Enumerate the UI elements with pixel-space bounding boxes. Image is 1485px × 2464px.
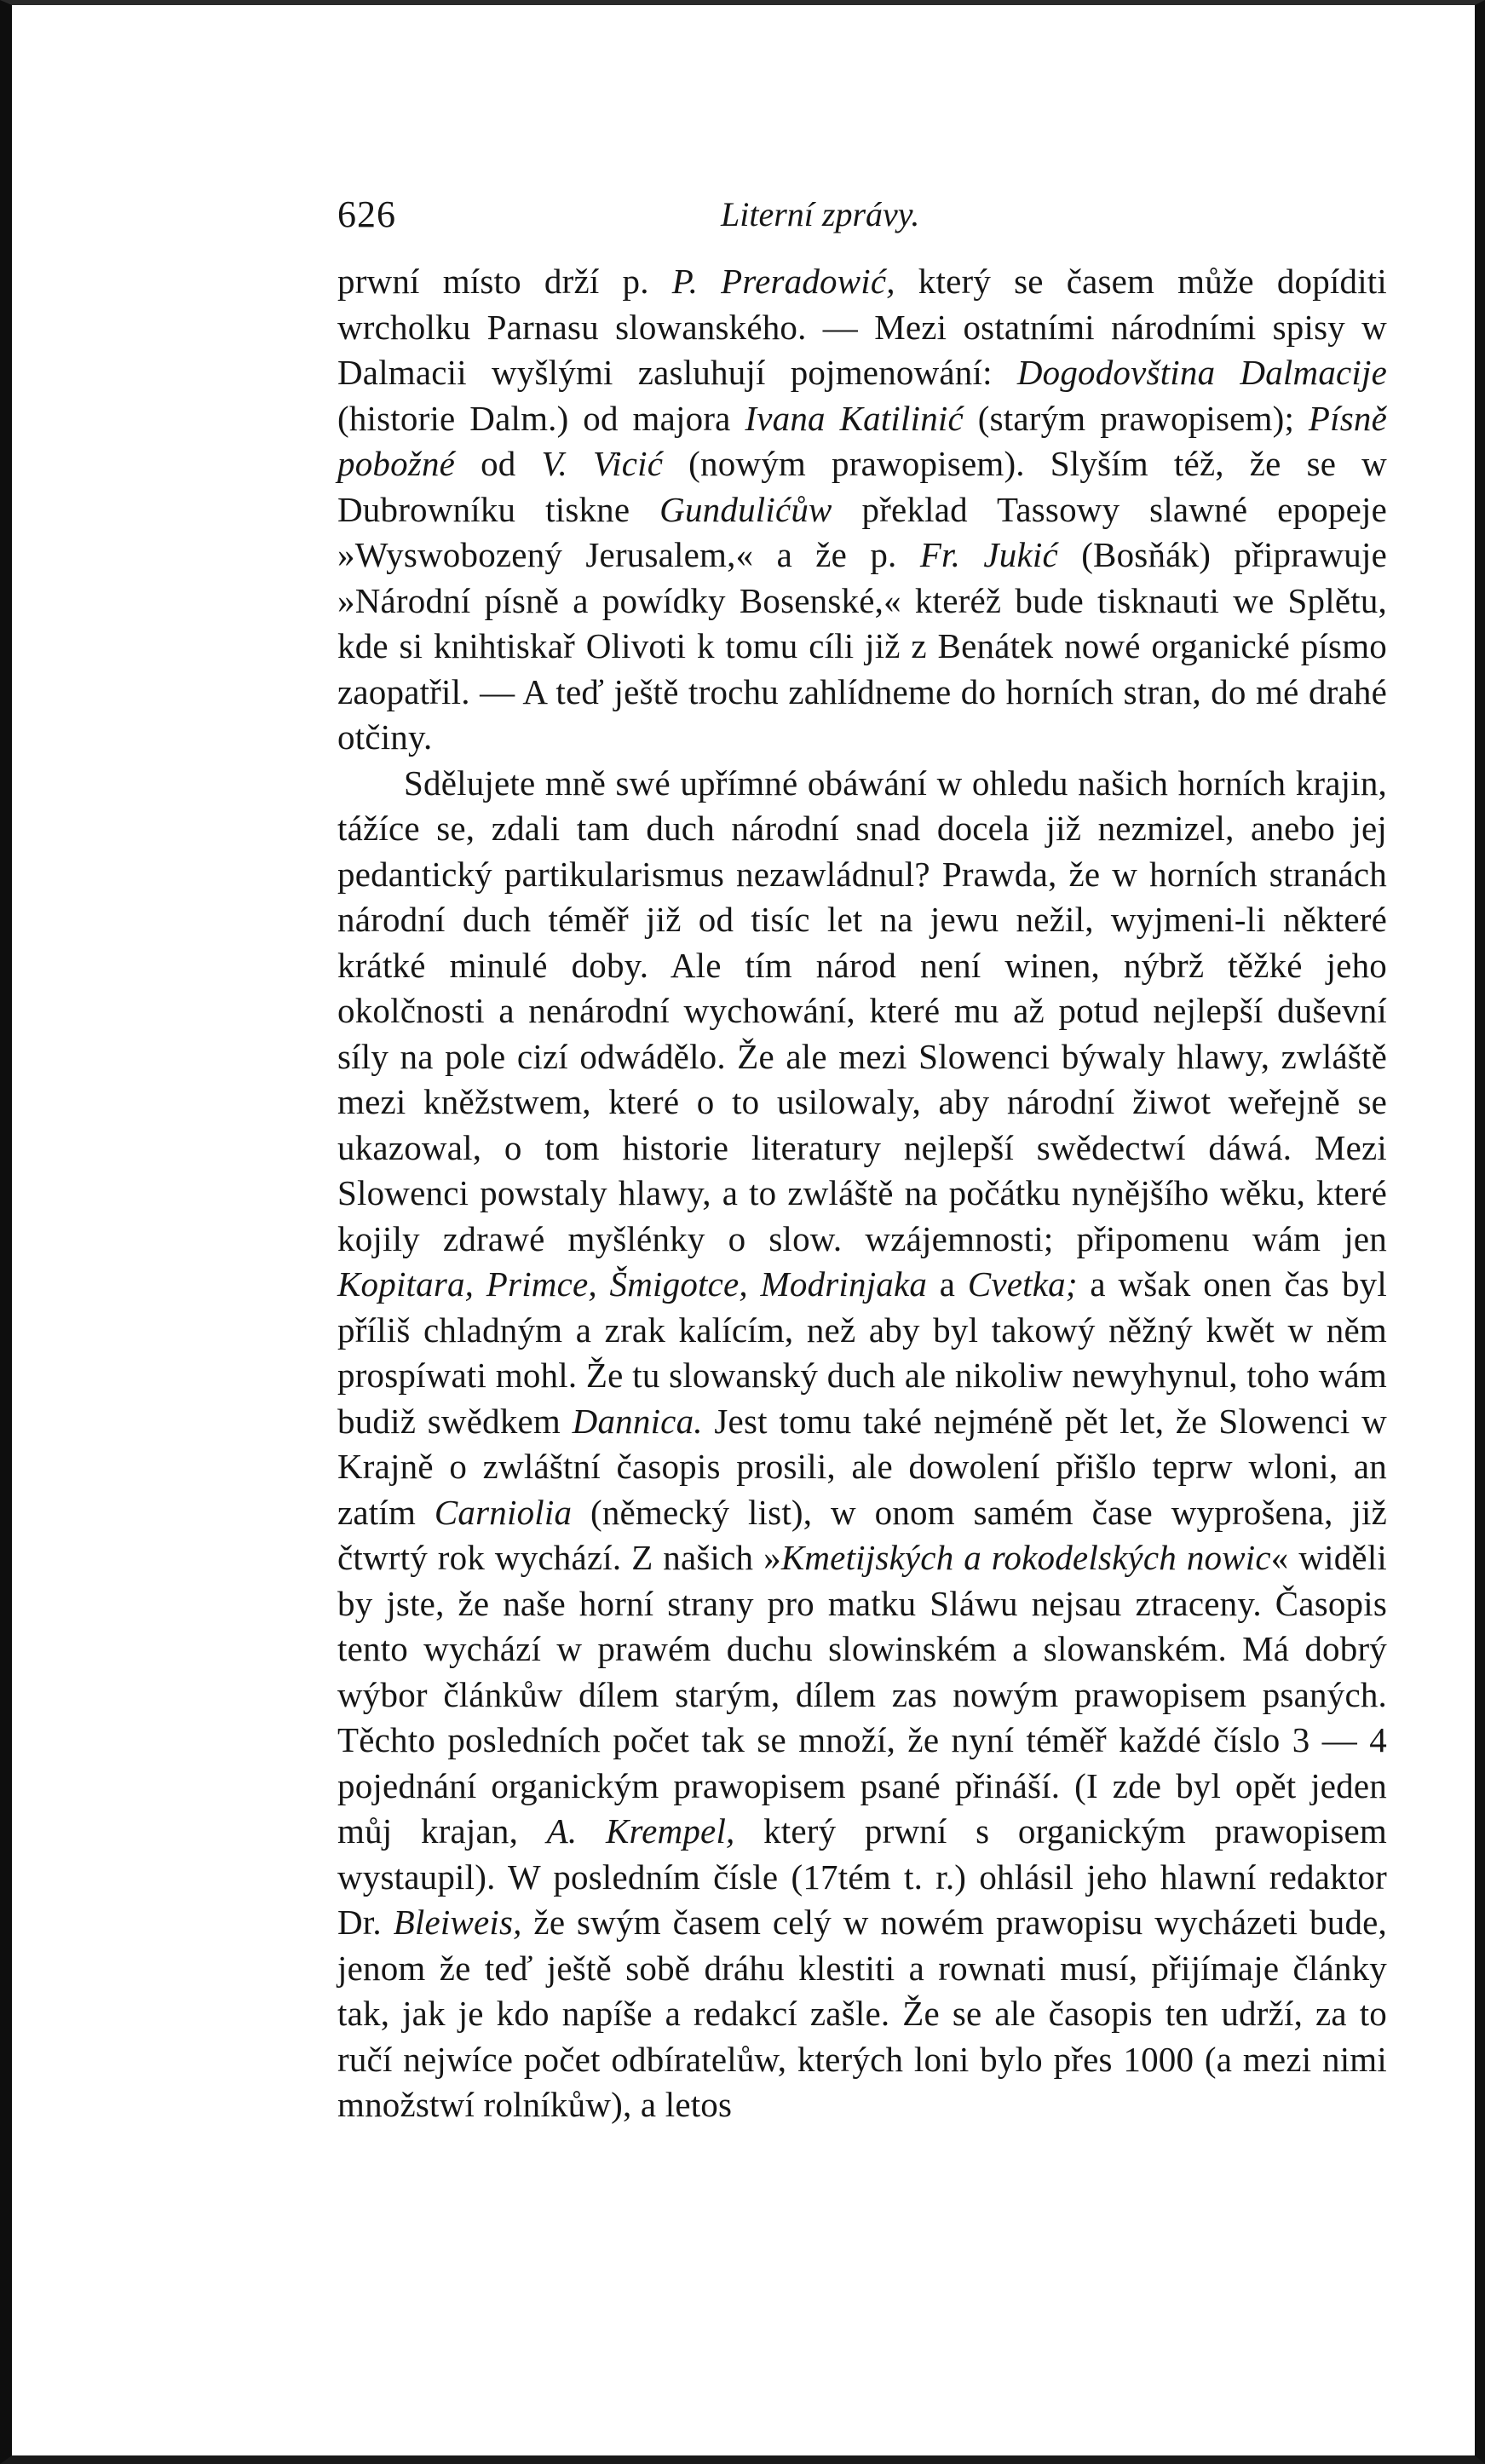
page-number: 626 (337, 193, 396, 235)
italic-text: Gundulićůw (659, 489, 832, 529)
text-segment: (starým prawopisem); (963, 398, 1309, 438)
text-segment: který prwní s organickým prawopisem wystaupil). W posledním čísle (17tém t. r.) ohlásil jeho hlawní redaktor Dr. (337, 1811, 1388, 1942)
text-segment: že swým časem celý w nowém prawopisu wycházeti bude, jenom že teď ještě sobě dráhu klestiti a rownati musí, přijímaje články tak, jak je kdo napíše a redakcí zašle. Že se ale časopis ten udrží, za to ručí nejwíce počet odbíratelůw, kterých loni bylo přes 1000 (a mezi nimi množstwí rolníkůw), a letos (337, 1903, 1387, 2124)
text-segment: od (455, 444, 542, 483)
text-segment: Jest tomu také nejméně pět let, že Slowenci w Krajně o zwláštní časopis prosili, ale dowolení přišlo teprw wloni, an zatím (337, 1401, 1387, 1532)
text-segment: (historie Dalm.) od majora (337, 398, 745, 438)
paragraph-p2 (337, 761, 1387, 2128)
text-segment: (německý list), w onom samém čase wyprošena, již čtwrtý rok wychází. Z našich » (337, 1492, 1387, 1577)
italic-text: Fr. Jukić (919, 535, 1058, 574)
italic-text: Písně pobožné (337, 398, 1387, 483)
text-segment: který se časem může dopíditi wrcholku Parnasu slowanského. — Mezi ostatními národními spisy w Dalmacii wyšlými zasluhují pojmenowání: (337, 262, 1387, 392)
text-segment: a (927, 1264, 968, 1304)
italic-text: A. Krempel, (546, 1811, 735, 1851)
text-segment: Sdělujete mně swé upřímné obáwání w ohledu našich horních krajin, tážíce se, zdali tam duch národní snad docela již nezmizel, anebo jej pedantický partikularismus nezawládnul? Prawda, že w horních stranách národní duch téměř již od tisíc let na jewu nežil, wyjmeni-li některé krátké minulé doby. Ale tím národ není winen, nýbrž těžké jeho okolčnosti a nenárodní wychowání, které mu až potud nejlepší duševní síly na pole cizí odwádělo. Že ale mezi Slowenci býwaly hlawy, zwláště mezi kněžstwem, které o to usilowaly, aby národní žiwot weřejně se ukazowal, o tom historie literatury nejlepší swědectwí dáwá. Mezi Slowenci powstaly hlawy, a to zwláště na počátku nynějšího wěku, které kojily zdrawé myšlénky o slow. wzájemnosti; připomenu wám jen (337, 763, 1387, 1258)
italic-text: Kmetijských a rokodelských nowic (780, 1538, 1271, 1577)
italic-text: Carniolia (434, 1492, 573, 1532)
text-segment: a wšak onen čas byl příliš chladným a zrak kalícím, než aby byl takowý něžný kwět w něm prospíwati mohl. Že tu slowanský duch ale nikoliw newyhynul, toho wám budiž swědkem (337, 1264, 1387, 1441)
running-head: Literní zprávy. (721, 195, 920, 233)
italic-text: Ivana Katilinić (745, 398, 964, 438)
italic-text: Kopitara, Primce, Šmigotce, Modrinjaka (337, 1264, 928, 1304)
text-body (337, 259, 1387, 2128)
text-segment: (nowým prawopisem). Slyším též, že se w Dubrowníku tiskne (337, 444, 1387, 529)
italic-text: V. Vicić (541, 444, 664, 483)
italic-text: Cvetka; (967, 1264, 1078, 1304)
text-segment: překlad Tassowy slawné epopeje »Wyswobozený Jerusalem,« a že p. (337, 489, 1387, 574)
italic-text: Dogodovština Dalmacije (1016, 353, 1387, 392)
text-segment: (Bosňák) připrawuje »Národní písně a powídky Bosenské,« kteréž bude tisknauti we Splětu, kde si knihtiskař Olivoti k tomu cíli již z Benátek nowé organické písmo zaopatřil. — A teď ještě trochu zahlídneme do horních stran, do mé drahé otčiny. (337, 535, 1387, 757)
italic-text: P. Preradowić, (671, 262, 895, 301)
paragraph-p1 (337, 259, 1387, 761)
text-segment: « widěli by jste, že naše horní strany pro matku Sláwu nejsau ztraceny. Časopis tento wychází w prawém duchu slowinském a slowanském. Má dobrý wýbor článkůw dílem starým, dílem zas nowým prawopisem psaných. Těchto posledních počet tak se množí, že nyní téměř každé číslo 3 — 4 pojednání organickým prawopisem psané přináší. (I zde byl opět jeden můj krajan, (337, 1538, 1388, 1851)
italic-text: Dannica. (572, 1401, 703, 1441)
page-header (337, 189, 1385, 240)
italic-text: Bleiweis, (393, 1903, 522, 1942)
text-segment: prwní místo drží p. (337, 262, 672, 301)
